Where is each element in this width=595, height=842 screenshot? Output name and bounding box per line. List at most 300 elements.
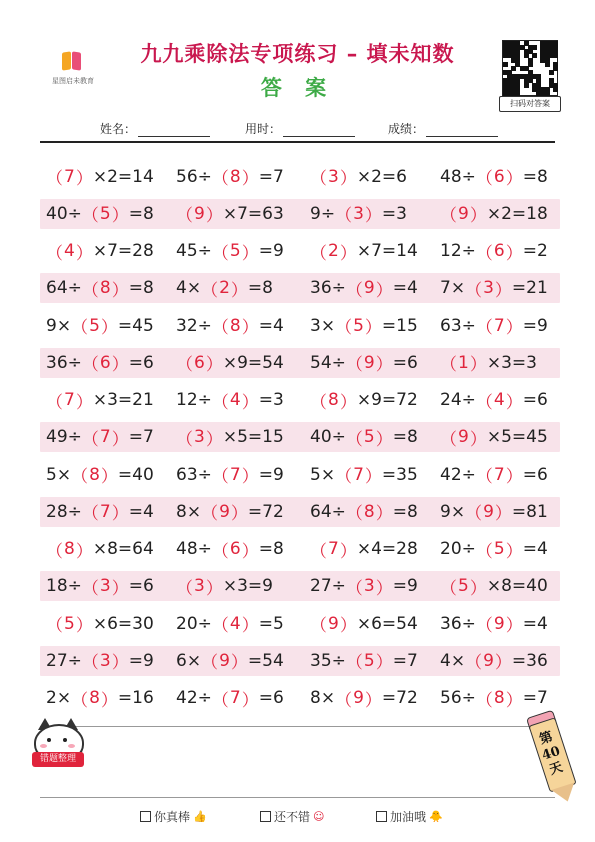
answer-value[interactable]: 8 bbox=[89, 688, 100, 709]
problem-suffix: =40 bbox=[117, 464, 154, 485]
problem bbox=[310, 158, 407, 195]
answer-value[interactable]: 8 bbox=[363, 501, 375, 522]
problem-suffix: ×7=63 bbox=[222, 203, 284, 224]
problem-suffix: =8 bbox=[128, 278, 154, 299]
problem-suffix: =35 bbox=[381, 464, 418, 485]
problem bbox=[440, 158, 548, 195]
close-paren: ） bbox=[375, 355, 393, 376]
close-paren: ） bbox=[469, 206, 487, 227]
open-paren: （ bbox=[211, 243, 229, 264]
open-paren: （ bbox=[211, 541, 229, 562]
close-paren: ） bbox=[505, 467, 523, 488]
problem-row bbox=[40, 605, 560, 642]
answer-value[interactable]: 9 bbox=[483, 650, 494, 671]
problem bbox=[46, 605, 154, 642]
problem-prefix: 24÷ bbox=[440, 390, 476, 411]
close-paren: ） bbox=[241, 243, 259, 264]
answer-value[interactable]: 7 bbox=[493, 464, 505, 485]
problem bbox=[440, 605, 548, 642]
problem-suffix: =8 bbox=[392, 501, 418, 522]
close-paren: ） bbox=[111, 653, 129, 674]
checkbox-keep-going[interactable] bbox=[376, 811, 387, 822]
answer-value[interactable]: 4 bbox=[493, 390, 505, 411]
problem bbox=[440, 232, 548, 269]
problem bbox=[310, 679, 418, 716]
answer-value[interactable]: 8 bbox=[229, 315, 241, 336]
problem bbox=[440, 381, 548, 418]
problem-prefix: 28÷ bbox=[46, 501, 82, 522]
answer-value[interactable]: 5 bbox=[64, 613, 75, 634]
problem bbox=[310, 456, 418, 493]
problem-suffix: ×3=3 bbox=[486, 352, 537, 373]
close-paren: ） bbox=[75, 616, 93, 637]
problem bbox=[440, 422, 548, 452]
close-paren: ） bbox=[205, 429, 223, 450]
answer-value[interactable]: 8 bbox=[493, 688, 505, 709]
problem-suffix: =6 bbox=[128, 576, 154, 597]
problem bbox=[440, 199, 548, 229]
problem-suffix: =21 bbox=[511, 278, 548, 299]
problem bbox=[46, 307, 154, 344]
answer-value[interactable]: 7 bbox=[64, 390, 75, 411]
open-paren: （ bbox=[176, 429, 193, 450]
notes-line-bottom bbox=[40, 797, 555, 798]
problem-row bbox=[40, 679, 560, 716]
problem bbox=[46, 158, 154, 195]
problem-suffix: =9 bbox=[258, 464, 284, 485]
answer-value[interactable]: 3 bbox=[483, 278, 494, 299]
problem-suffix: =45 bbox=[117, 315, 154, 336]
problem-prefix: 9÷ bbox=[310, 203, 336, 224]
problem-suffix: =8 bbox=[247, 278, 273, 299]
problem-suffix: ×2=18 bbox=[486, 203, 548, 224]
problem-suffix: =8 bbox=[522, 166, 548, 187]
answer-label: 答 案 bbox=[260, 76, 335, 100]
problem-suffix: =3 bbox=[381, 203, 407, 224]
logo-text: 星图启未教育 bbox=[52, 77, 94, 85]
answer-value[interactable]: 4 bbox=[229, 613, 241, 634]
close-paren: ） bbox=[494, 280, 512, 301]
answer-value[interactable]: 5 bbox=[458, 576, 469, 597]
problem-prefix: 8× bbox=[310, 688, 336, 709]
open-paren: （ bbox=[335, 206, 353, 227]
close-paren: ） bbox=[375, 429, 393, 450]
close-paren: ） bbox=[505, 541, 523, 562]
problem-suffix: =4 bbox=[258, 315, 284, 336]
problem-prefix: 48÷ bbox=[440, 166, 476, 187]
close-paren: ） bbox=[111, 280, 129, 301]
problem bbox=[440, 348, 537, 378]
problem-suffix: ×4=28 bbox=[356, 539, 418, 560]
close-paren: ） bbox=[241, 392, 259, 413]
answer-value[interactable]: 9 bbox=[328, 613, 339, 634]
problem bbox=[310, 307, 418, 344]
answer-value[interactable]: 9 bbox=[483, 501, 494, 522]
answer-value[interactable]: 9 bbox=[353, 688, 364, 709]
problem bbox=[176, 605, 284, 642]
time-blank[interactable] bbox=[283, 124, 355, 137]
qr-label: 扫码对答案 bbox=[499, 96, 561, 112]
problem-suffix: =4 bbox=[522, 539, 548, 560]
problem-suffix: =81 bbox=[511, 501, 548, 522]
answer-value[interactable]: 5 bbox=[99, 203, 111, 224]
close-paren: ） bbox=[505, 616, 523, 637]
problem-prefix: 63÷ bbox=[440, 315, 476, 336]
problem-row bbox=[40, 273, 560, 303]
time-field[interactable] bbox=[245, 120, 355, 137]
rating-keep-going-label: 加油哦 bbox=[390, 810, 427, 824]
problem-row bbox=[40, 497, 560, 527]
problem-prefix: 9× bbox=[46, 315, 72, 336]
problem bbox=[440, 646, 548, 676]
problem bbox=[310, 497, 418, 527]
answer-value[interactable]: 3 bbox=[328, 166, 339, 187]
problem-prefix: 5× bbox=[310, 464, 336, 485]
problem-prefix: 64÷ bbox=[46, 278, 82, 299]
open-paren: （ bbox=[71, 467, 89, 488]
problem bbox=[440, 307, 548, 344]
answer-value[interactable]: 6 bbox=[493, 166, 505, 187]
rating-good[interactable] bbox=[260, 808, 324, 825]
problem-row bbox=[40, 232, 560, 269]
problem-suffix: ×8=64 bbox=[92, 539, 154, 560]
problem-suffix: =4 bbox=[128, 501, 154, 522]
answer-value[interactable]: 3 bbox=[363, 576, 375, 597]
open-paren: （ bbox=[211, 616, 229, 637]
problem-row bbox=[40, 307, 560, 344]
name-label: 姓名： bbox=[100, 122, 137, 136]
answer-value[interactable]: 7 bbox=[229, 688, 241, 709]
answer-value[interactable]: 9 bbox=[363, 352, 375, 373]
close-paren: ） bbox=[241, 541, 259, 562]
name-field[interactable] bbox=[100, 120, 210, 137]
problem-suffix: ×3=21 bbox=[92, 390, 154, 411]
close-paren: ） bbox=[111, 429, 129, 450]
problem-prefix: 12÷ bbox=[440, 241, 476, 262]
answer-value[interactable]: 5 bbox=[89, 315, 100, 336]
problem-suffix: =6 bbox=[128, 352, 154, 373]
open-paren: （ bbox=[81, 429, 99, 450]
open-paren: （ bbox=[465, 504, 483, 525]
close-paren: ） bbox=[205, 578, 223, 599]
name-blank[interactable] bbox=[138, 124, 210, 137]
score-field[interactable] bbox=[388, 120, 498, 137]
problem-row bbox=[40, 422, 560, 452]
open-paren: （ bbox=[310, 392, 327, 413]
close-paren: ） bbox=[375, 653, 393, 674]
problem-suffix: =7 bbox=[128, 427, 154, 448]
answer-value[interactable]: 3 bbox=[194, 427, 205, 448]
problem-prefix: 4× bbox=[176, 278, 202, 299]
close-paren: ） bbox=[75, 169, 93, 190]
problem-suffix: ×6=30 bbox=[92, 613, 154, 634]
problem-row bbox=[40, 530, 560, 567]
duck-icon: 🐥 bbox=[429, 810, 443, 823]
answer-value[interactable]: 2 bbox=[328, 241, 339, 262]
close-paren: ） bbox=[339, 541, 357, 562]
open-paren: （ bbox=[176, 355, 193, 376]
problem bbox=[176, 307, 284, 344]
problem bbox=[46, 497, 154, 527]
problem-suffix: =15 bbox=[381, 315, 418, 336]
problem-suffix: =7 bbox=[522, 688, 548, 709]
problem-suffix: =7 bbox=[258, 166, 284, 187]
close-paren: ） bbox=[364, 690, 382, 711]
rating-great-label: 你真棒 bbox=[154, 810, 191, 824]
error-notes-label: 错题整理 bbox=[32, 752, 84, 767]
answer-value[interactable]: 7 bbox=[99, 501, 111, 522]
close-paren: ） bbox=[339, 616, 357, 637]
answer-value[interactable]: 3 bbox=[194, 576, 205, 597]
problem-suffix: ×3=9 bbox=[222, 576, 273, 597]
open-paren: （ bbox=[345, 653, 363, 674]
problem bbox=[176, 497, 284, 527]
answer-value[interactable]: 8 bbox=[89, 464, 100, 485]
problem bbox=[176, 199, 284, 229]
answer-value[interactable]: 4 bbox=[64, 241, 75, 262]
close-paren: ） bbox=[230, 280, 248, 301]
problem-prefix: 3× bbox=[310, 315, 336, 336]
answer-value[interactable]: 7 bbox=[229, 464, 241, 485]
answer-value[interactable]: 7 bbox=[493, 315, 505, 336]
problem-prefix: 7× bbox=[440, 278, 466, 299]
answer-value[interactable]: 9 bbox=[194, 203, 205, 224]
problem-prefix: 56÷ bbox=[440, 688, 476, 709]
problem-prefix: 9× bbox=[440, 501, 466, 522]
problem-suffix: =4 bbox=[522, 613, 548, 634]
open-paren: （ bbox=[201, 504, 219, 525]
thumbs-up-icon: 👍 bbox=[193, 810, 207, 823]
problem bbox=[310, 646, 418, 676]
open-paren: （ bbox=[201, 280, 219, 301]
answer-value[interactable]: 9 bbox=[493, 613, 505, 634]
close-paren: ） bbox=[205, 206, 223, 227]
open-paren: （ bbox=[71, 690, 89, 711]
answer-value[interactable]: 2 bbox=[219, 278, 230, 299]
answer-value[interactable]: 9 bbox=[219, 501, 230, 522]
problem bbox=[46, 530, 154, 567]
answer-value[interactable]: 7 bbox=[99, 427, 111, 448]
open-paren: （ bbox=[310, 541, 327, 562]
close-paren: ） bbox=[100, 690, 118, 711]
close-paren: ） bbox=[241, 169, 259, 190]
answer-value[interactable]: 5 bbox=[353, 315, 364, 336]
problem bbox=[176, 158, 284, 195]
problem bbox=[440, 571, 548, 601]
close-paren: ） bbox=[339, 169, 357, 190]
open-paren: （ bbox=[46, 392, 63, 413]
close-paren: ） bbox=[111, 206, 129, 227]
problem-suffix: =8 bbox=[128, 203, 154, 224]
problem bbox=[310, 381, 418, 418]
problem bbox=[46, 232, 154, 269]
open-paren: （ bbox=[310, 169, 327, 190]
problem-grid bbox=[40, 158, 560, 717]
time-label: 用时： bbox=[245, 122, 282, 136]
answer-value[interactable]: 3 bbox=[353, 203, 364, 224]
pencil-day-icon bbox=[526, 710, 580, 808]
answer-value[interactable]: 6 bbox=[229, 539, 241, 560]
rating-keep-going[interactable] bbox=[376, 808, 443, 825]
answer-value[interactable]: 7 bbox=[353, 464, 364, 485]
open-paren: （ bbox=[475, 616, 493, 637]
open-paren: （ bbox=[201, 653, 219, 674]
problem bbox=[176, 232, 284, 269]
answer-value[interactable]: 1 bbox=[458, 352, 469, 373]
problem-row bbox=[40, 199, 560, 229]
answer-value[interactable]: 5 bbox=[229, 241, 241, 262]
answer-value[interactable]: 6 bbox=[194, 352, 205, 373]
qr-code-icon[interactable] bbox=[502, 40, 558, 96]
problem-row bbox=[40, 571, 560, 601]
rating-great[interactable] bbox=[140, 808, 207, 825]
answer-value[interactable]: 7 bbox=[328, 539, 339, 560]
problem bbox=[46, 679, 154, 716]
answer-value[interactable]: 7 bbox=[64, 166, 75, 187]
answer-value[interactable]: 4 bbox=[229, 390, 241, 411]
problem-suffix: ×7=28 bbox=[92, 241, 154, 262]
answer-value[interactable]: 9 bbox=[458, 427, 469, 448]
problem bbox=[176, 571, 273, 601]
problem-prefix: 4× bbox=[440, 650, 466, 671]
open-paren: （ bbox=[475, 318, 493, 339]
problem bbox=[440, 497, 548, 527]
answer-value[interactable]: 6 bbox=[99, 352, 111, 373]
problem-prefix: 48÷ bbox=[176, 539, 212, 560]
open-paren: （ bbox=[335, 467, 353, 488]
answer-value[interactable]: 5 bbox=[363, 650, 375, 671]
problem-prefix: 6× bbox=[176, 650, 202, 671]
problem-prefix: 12÷ bbox=[176, 390, 212, 411]
open-paren: （ bbox=[46, 616, 63, 637]
notes-line-top bbox=[40, 726, 555, 727]
problem-row bbox=[40, 456, 560, 493]
open-paren: （ bbox=[345, 504, 363, 525]
close-paren: ） bbox=[364, 206, 382, 227]
open-paren: （ bbox=[335, 318, 353, 339]
problem bbox=[440, 456, 548, 493]
open-paren: （ bbox=[475, 392, 493, 413]
problem bbox=[440, 273, 548, 303]
problem-suffix: ×7=14 bbox=[356, 241, 418, 262]
checkbox-great[interactable] bbox=[140, 811, 151, 822]
answer-value[interactable]: 6 bbox=[493, 241, 505, 262]
open-paren: （ bbox=[465, 653, 483, 674]
open-paren: （ bbox=[81, 578, 99, 599]
problem bbox=[46, 199, 154, 229]
problem-suffix: =9 bbox=[128, 650, 154, 671]
answer-value[interactable]: 8 bbox=[99, 278, 111, 299]
problem-prefix: 20÷ bbox=[440, 539, 476, 560]
problem-suffix: =72 bbox=[381, 688, 418, 709]
problem-suffix: ×9=54 bbox=[222, 352, 284, 373]
problem-suffix: =2 bbox=[522, 241, 548, 262]
problem bbox=[310, 530, 418, 567]
problem bbox=[46, 456, 154, 493]
close-paren: ） bbox=[494, 653, 512, 674]
answer-value[interactable]: 8 bbox=[328, 390, 339, 411]
problem bbox=[46, 381, 154, 418]
close-paren: ） bbox=[375, 280, 393, 301]
page-title: 九九乘除法专项练习 – 填未知数 bbox=[140, 42, 455, 66]
open-paren: （ bbox=[345, 280, 363, 301]
close-paren: ） bbox=[75, 392, 93, 413]
answer-value[interactable]: 9 bbox=[363, 278, 375, 299]
answer-value[interactable]: 9 bbox=[458, 203, 469, 224]
problem-suffix: =9 bbox=[522, 315, 548, 336]
checkbox-good[interactable] bbox=[260, 811, 271, 822]
score-blank[interactable] bbox=[426, 124, 498, 137]
answer-value[interactable]: 3 bbox=[99, 576, 111, 597]
problem bbox=[176, 273, 273, 303]
open-paren: （ bbox=[211, 392, 229, 413]
close-paren: ） bbox=[241, 318, 259, 339]
problem bbox=[46, 422, 154, 452]
problem bbox=[176, 381, 284, 418]
open-paren: （ bbox=[46, 541, 63, 562]
open-paren: （ bbox=[176, 578, 193, 599]
answer-value[interactable]: 5 bbox=[363, 427, 375, 448]
problem-prefix: 18÷ bbox=[46, 576, 82, 597]
open-paren: （ bbox=[81, 504, 99, 525]
smile-icon: ☺ bbox=[313, 810, 325, 823]
answer-value[interactable]: 9 bbox=[219, 650, 230, 671]
open-paren: （ bbox=[211, 690, 229, 711]
problem-suffix: =6 bbox=[522, 464, 548, 485]
answer-value[interactable]: 8 bbox=[229, 166, 241, 187]
problem-prefix: 5× bbox=[46, 464, 72, 485]
problem-suffix: ×5=15 bbox=[222, 427, 284, 448]
problem-suffix: =72 bbox=[247, 501, 284, 522]
problem bbox=[310, 348, 418, 378]
problem-suffix: ×2=14 bbox=[92, 166, 154, 187]
open-paren: （ bbox=[211, 169, 229, 190]
close-paren: ） bbox=[230, 504, 248, 525]
problem-prefix: 63÷ bbox=[176, 464, 212, 485]
problem-suffix: =8 bbox=[392, 427, 418, 448]
open-paren: （ bbox=[81, 653, 99, 674]
problem-prefix: 40÷ bbox=[46, 203, 82, 224]
open-paren: （ bbox=[71, 318, 89, 339]
problem-suffix: =7 bbox=[392, 650, 418, 671]
problem-suffix: ×2=6 bbox=[356, 166, 407, 187]
problem-prefix: 56÷ bbox=[176, 166, 212, 187]
problem-suffix: =5 bbox=[258, 613, 284, 634]
problem-suffix: =8 bbox=[258, 539, 284, 560]
answer-value[interactable]: 5 bbox=[493, 539, 505, 560]
answer-value[interactable]: 3 bbox=[99, 650, 111, 671]
open-paren: （ bbox=[46, 169, 63, 190]
problem-prefix: 27÷ bbox=[310, 576, 346, 597]
problem bbox=[310, 199, 407, 229]
open-paren: （ bbox=[310, 243, 327, 264]
close-paren: ） bbox=[505, 243, 523, 264]
problem bbox=[46, 571, 154, 601]
close-paren: ） bbox=[241, 467, 259, 488]
problem-prefix: 35÷ bbox=[310, 650, 346, 671]
problem bbox=[46, 348, 154, 378]
open-paren: （ bbox=[345, 355, 363, 376]
score-label: 成绩： bbox=[388, 122, 425, 136]
problem-suffix: =6 bbox=[258, 688, 284, 709]
answer-value[interactable]: 8 bbox=[64, 539, 75, 560]
problem-row bbox=[40, 381, 560, 418]
close-paren: ） bbox=[505, 318, 523, 339]
open-paren: （ bbox=[475, 541, 493, 562]
problem-prefix: 36÷ bbox=[46, 352, 82, 373]
open-paren: （ bbox=[440, 206, 457, 227]
problem-suffix: =4 bbox=[392, 278, 418, 299]
